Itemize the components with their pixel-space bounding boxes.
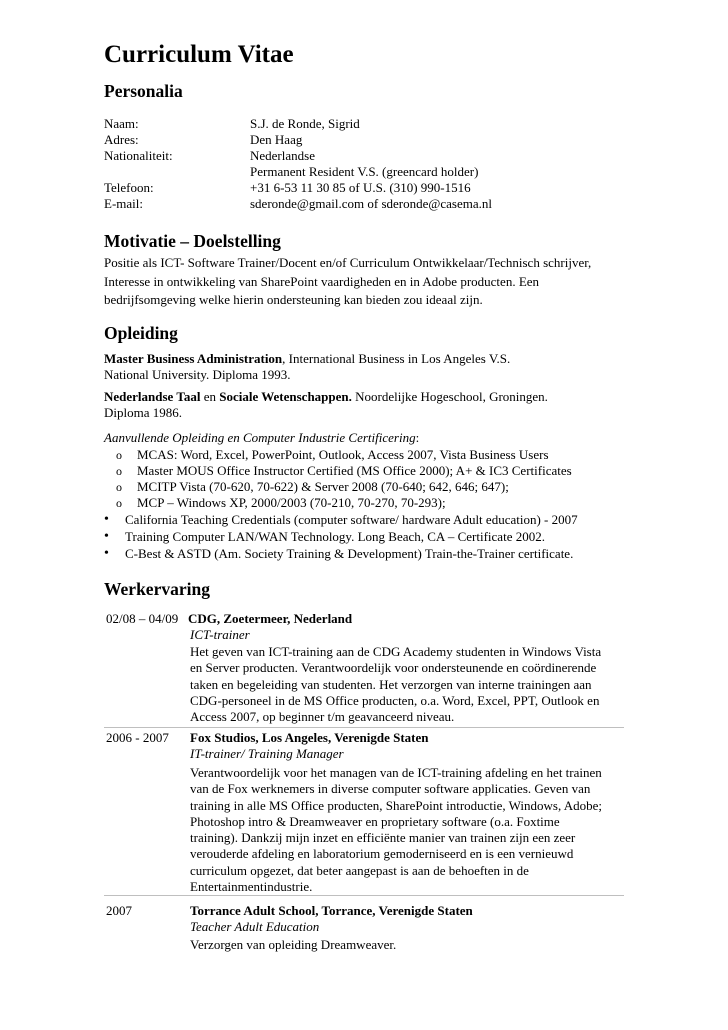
job-line: curriculum opgezet, dat beter aangepast is aan de behoeften in de xyxy=(190,862,529,878)
motivatie-line: bedrijfsomgeving welke hierin ondersteuning kan bieden zou ideaal zijn. xyxy=(104,292,483,307)
job-company: Fox Studios, Los Angeles, Verenigde Staten xyxy=(190,730,429,745)
aanvullende-heading xyxy=(104,430,419,446)
value-residency: Permanent Resident V.S. (greencard holder) xyxy=(250,164,479,179)
job-line: Het geven van ICT-training aan de CDG Academy studenten in Windows Vista xyxy=(190,644,602,659)
job-line: Photoshop intro & Dreamweaver en proprietary software (o.a. Foxtime xyxy=(190,813,560,829)
list-item: MCITP Vista (70-620, 70-622) & Server 2008 (70-640; 642, 646; 647); xyxy=(137,479,509,494)
list-item: MCP – Windows XP, 2000/2003 (70-210, 70-270, 70-293); xyxy=(137,495,446,510)
label-email: E-mail: xyxy=(104,196,143,211)
job-company: Torrance Adult School, Torrance, Verenigde Staten xyxy=(190,903,473,918)
job-line: en Server producten. Verantwoordelijk voor ondersteunende en coördinerende xyxy=(190,660,597,676)
job-description xyxy=(190,644,601,725)
value-email: sderonde@gmail.com of sderonde@casema.nl xyxy=(250,196,492,211)
mba-detail: , International Business in Los Angeles V.S. xyxy=(282,351,511,366)
value-adres: Den Haag xyxy=(250,132,303,147)
label-nationaliteit: Nationaliteit: xyxy=(104,148,173,163)
job-role: Teacher Adult Education xyxy=(190,919,320,934)
job-description xyxy=(190,765,602,895)
label-adres: Adres: xyxy=(104,132,139,147)
section-divider xyxy=(104,895,624,896)
mba-degree: Master Business Administration xyxy=(104,351,283,366)
bullet-icon: • xyxy=(104,529,109,544)
list-item: C-Best & ASTD (Am. Society Training & Development) Train-the-Trainer certificate. xyxy=(125,546,574,561)
job-line: Entertainmentindustrie. xyxy=(190,879,313,895)
werkervaring-heading: Werkervaring xyxy=(104,579,210,599)
taal-diploma: Diploma 1986. xyxy=(104,405,182,420)
mba-entry xyxy=(104,351,510,367)
list-item: Training Computer LAN/WAN Technology. Long Beach, CA – Certificate 2002. xyxy=(125,529,545,544)
personalia-heading: Personalia xyxy=(104,81,183,101)
job-line: Access 2007, op beginner t/m geavanceerd niveau. xyxy=(190,709,455,725)
job-role: ICT-trainer xyxy=(190,627,250,642)
job-company: CDG, Zoetermeer, Nederland xyxy=(188,611,353,626)
section-divider xyxy=(104,727,624,728)
value-telefoon: +31 6-53 11 30 85 of U.S. (310) 990-1516 xyxy=(250,180,471,195)
value-naam: S.J. de Ronde, Sigrid xyxy=(250,116,360,131)
bullet-icon: • xyxy=(104,512,109,527)
value-nationaliteit: Nederlandse xyxy=(250,148,315,163)
label-naam: Naam: xyxy=(104,116,139,131)
aanvullende-colon: : xyxy=(415,430,420,445)
job-line: van de Fox werknemers in diverse computer software applicaties. Geven van xyxy=(190,781,591,797)
taal-degree-1: Nederlandse Taal xyxy=(104,389,201,404)
job-period: 2006 - 2007 xyxy=(106,730,169,745)
job-line: Verantwoordelijk voor het managen van de ICT-training afdeling en het trainen xyxy=(190,765,602,780)
list-item: California Teaching Credentials (computer software/ hardware Adult education) - 2007 xyxy=(125,512,578,527)
job-line: Verzorgen van opleiding Dreamweaver. xyxy=(190,937,397,952)
circle-bullet-icon: o xyxy=(116,448,122,462)
job-line: verouderde afdeling en laboratorium gemoderniseerd en is een vernieuwd xyxy=(190,846,574,862)
job-period: 2007 xyxy=(106,903,132,918)
taal-degree-2: Sociale Wetenschappen. xyxy=(219,389,352,404)
bullet-icon: • xyxy=(104,546,109,561)
circle-bullet-icon: o xyxy=(116,480,122,494)
job-period: 02/08 – 04/09 xyxy=(106,611,179,626)
job-line: training in alle MS Office producten, SharePoint introductie, Windows, Adobe; xyxy=(190,797,603,813)
aanvullende-label: Aanvullende Opleiding en Computer Industrie Certificering xyxy=(104,430,416,445)
job-line: training). Dankzij mijn inzet en efficiënte manier van trainen zijn een zeer xyxy=(190,830,576,846)
job-line: taken en begeleiding van studenten. Het verzorgen van interne trainingen aan xyxy=(190,676,592,692)
taal-school: Noordelijke Hogeschool, Groningen. xyxy=(351,389,548,404)
motivatie-text xyxy=(104,254,591,310)
job-line: CDG-personeel in de MS Office producten, o.a. Word, Excel, PPT, Outlook en xyxy=(190,692,600,708)
motivatie-line: Interesse in ontwikkeling van SharePoint vaardigheden en in Adobe producten. Een xyxy=(104,273,540,289)
motivatie-line: Positie als ICT- Software Trainer/Docent en/of Curriculum Ontwikkelaar/Technisch schrijver, xyxy=(104,255,592,270)
job-role: IT-trainer/ Training Manager xyxy=(190,746,344,761)
job-description xyxy=(190,937,396,953)
list-item: Master MOUS Office Instructor Certified (MS Office 2000); A+ & IC3 Certificates xyxy=(137,463,572,478)
motivatie-heading: Motivatie – Doelstelling xyxy=(104,231,281,251)
taal-entry xyxy=(104,389,548,405)
list-item: MCAS: Word, Excel, PowerPoint, Outlook, Access 2007, Vista Business Users xyxy=(137,447,549,462)
opleiding-heading: Opleiding xyxy=(104,323,178,343)
taal-en: en xyxy=(200,389,220,404)
document-title: Curriculum Vitae xyxy=(104,41,294,68)
circle-bullet-icon: o xyxy=(116,464,122,478)
circle-bullet-icon: o xyxy=(116,496,122,510)
mba-university: National University. Diploma 1993. xyxy=(104,367,291,382)
label-telefoon: Telefoon: xyxy=(104,180,154,195)
